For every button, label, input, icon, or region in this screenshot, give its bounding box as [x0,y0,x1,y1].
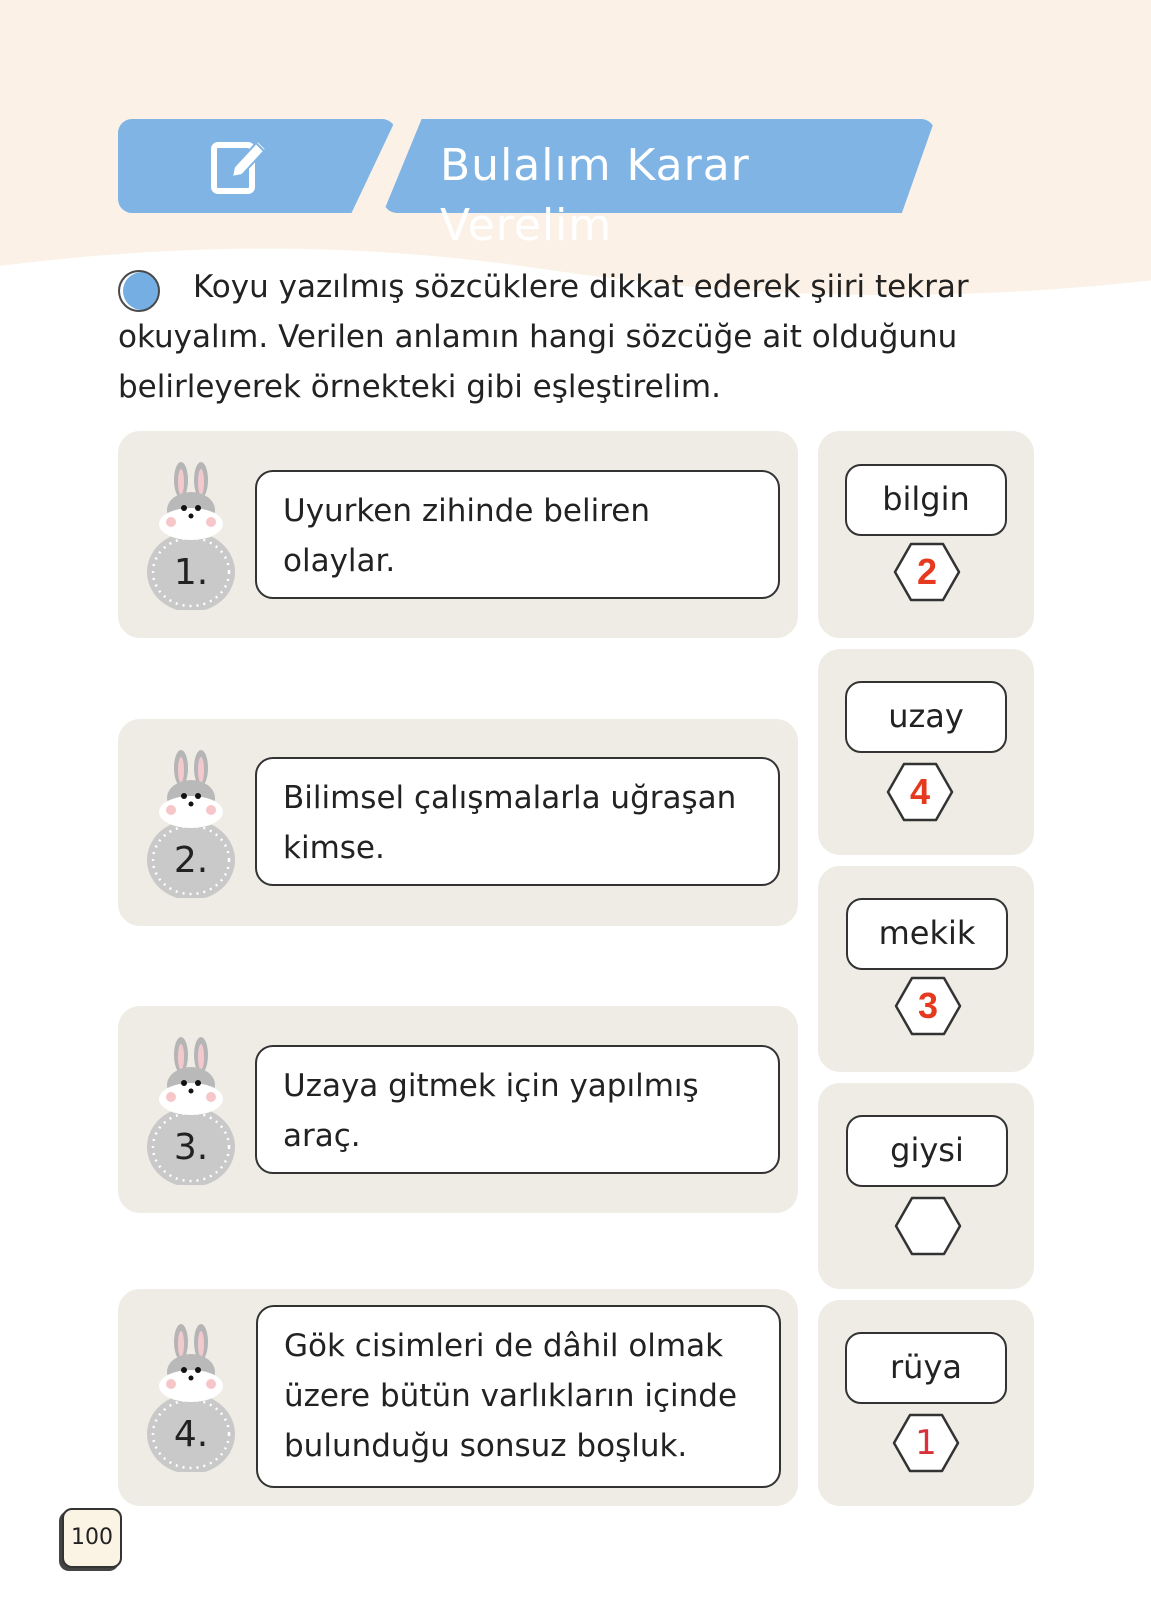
answer-hexagon-3[interactable] [894,976,962,1036]
bunny-number-badge-1 [145,460,237,610]
page-title: Bulalım Karar Verelim [440,140,750,251]
answer-value: 4 [909,771,931,812]
answer-hexagon-1[interactable] [893,542,961,602]
answer-hexagon-2[interactable] [886,762,954,822]
definition-number: 1. [173,552,209,593]
word-box-mekik: mekik [846,898,1008,970]
answer-value: 3 [917,985,939,1026]
bunny-number-badge-2 [145,748,237,898]
definition-box-1: Uyurken zihinde beliren olaylar. [255,470,780,599]
word-box-uzay: uzay [845,681,1007,753]
edit-pencil-icon [210,135,270,195]
answer-hexagon-4[interactable] [894,1196,962,1256]
answer-value: 1 [915,1423,937,1463]
bunny-number-badge-3 [145,1035,237,1185]
definition-box-4: Gök cisimleri de dâhil olmak üzere bütün varlıkların içinde bulunduğu sonsuz boşluk. [256,1305,781,1488]
page-number: 100 [62,1508,122,1568]
bunny-number-badge-4 [145,1322,237,1472]
answer-value: 2 [916,551,938,592]
definition-number: 4. [173,1414,209,1455]
definition-number: 2. [173,840,209,881]
answer-hexagon-5[interactable] [892,1413,960,1473]
definition-number: 3. [173,1127,209,1168]
definition-box-3: Uzaya gitmek için yapılmış araç. [255,1045,780,1174]
definition-box-2: Bilimsel çalışmalarla uğraşan kimse. [255,757,780,886]
word-box-bilgin: bilgin [845,464,1007,536]
instruction-text: Koyu yazılmış sözcüklere dikkat ederek şiiri tekrar okuyalım. Verilen anlamın hangi sözcüğe ait olduğunu belirleyerek örnekteki gibi eşleştirelim. [118,269,969,405]
word-box-ruya: rüya [845,1332,1007,1404]
word-box-giysi: giysi [846,1115,1008,1187]
answer-value [894,1196,962,1256]
